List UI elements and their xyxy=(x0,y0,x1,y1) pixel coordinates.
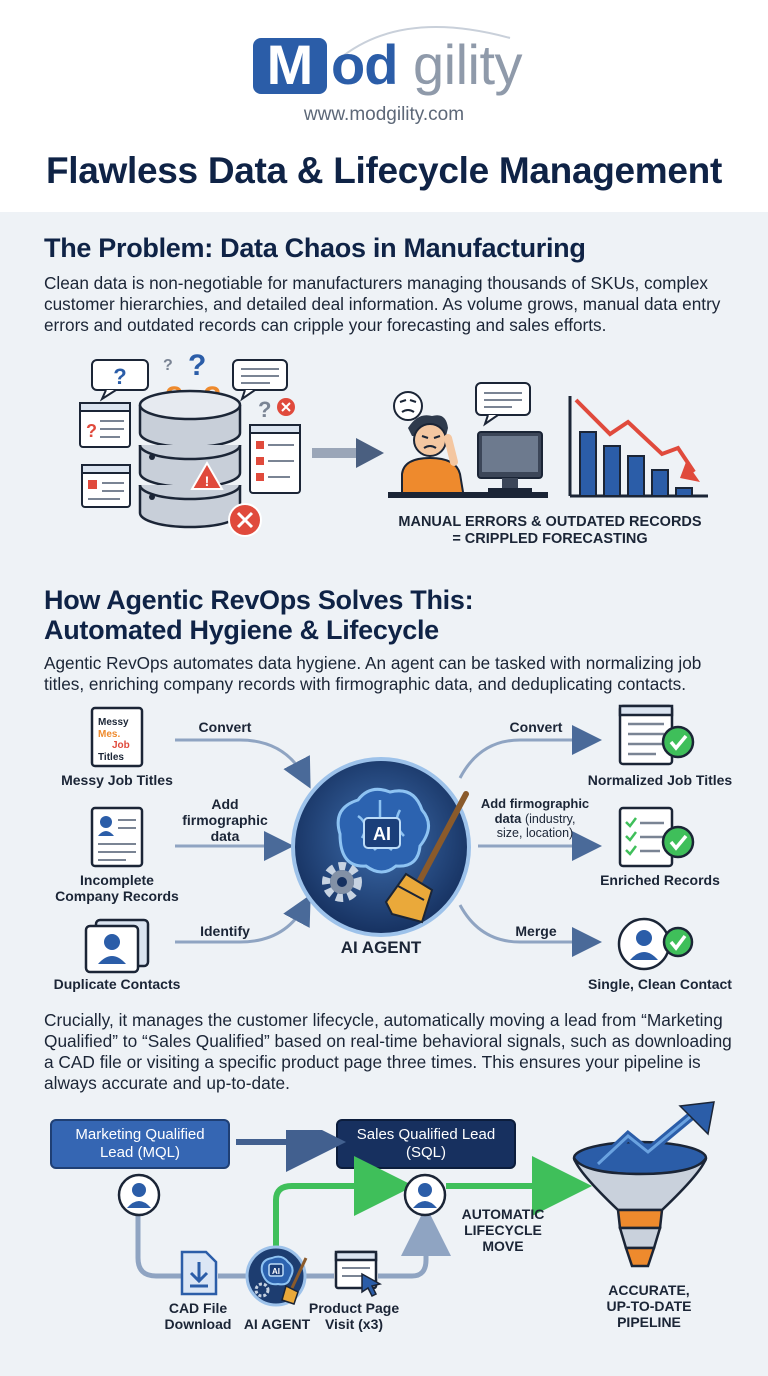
check-icon xyxy=(663,727,693,757)
auto-move-line2: LIFECYCLE xyxy=(464,1222,542,1238)
svg-text:!: ! xyxy=(204,473,210,489)
chat-bubble-icon xyxy=(233,360,287,399)
funnel-icon xyxy=(568,1100,724,1276)
monitor-icon xyxy=(478,432,542,494)
output-label-normalized: Normalized Job Titles xyxy=(587,772,733,788)
output-label-enriched: Enriched Records xyxy=(600,872,720,888)
svg-text:?: ? xyxy=(113,364,127,389)
database-icon xyxy=(140,391,240,527)
action-add-out-line3: size, location) xyxy=(496,826,574,840)
doc-text-line4: Titles xyxy=(98,752,124,763)
action-add-out-line2: data (industry, xyxy=(494,811,576,826)
action-merge-out: Merge xyxy=(515,923,557,939)
question-icon xyxy=(92,360,148,399)
output-label-clean-contact: Single, Clean Contact xyxy=(588,976,732,992)
error-icon xyxy=(229,504,261,536)
logo-m-letter: M xyxy=(266,33,314,96)
action-convert-in: Convert xyxy=(198,719,252,735)
solution-paragraph: Agentic RevOps automates data hygiene. An agent can be tasked with normalizing job titles, enriching company records with firmographic data, and deduplicating contacts. xyxy=(44,653,702,694)
product-page-icon xyxy=(334,1250,384,1298)
svg-text:?: ? xyxy=(86,421,97,441)
normalized-doc-icon xyxy=(616,704,696,766)
flow-arrow-icon xyxy=(312,436,386,470)
cad-label-line2: Download xyxy=(164,1316,232,1332)
small-agent-label: AI AGENT xyxy=(243,1316,311,1332)
action-add-out-line1: Add firmographic xyxy=(480,796,590,811)
input-label-duplicates: Duplicate Contacts xyxy=(53,976,181,992)
ai-brain-icon xyxy=(338,789,428,872)
auto-move-line3: MOVE xyxy=(482,1238,524,1254)
input-label-company-line1: Incomplete xyxy=(80,872,154,888)
duplicate-contacts-icon xyxy=(82,918,152,974)
doc-text-line2: Mes. xyxy=(98,729,121,740)
user-icon xyxy=(636,930,652,946)
ai-agent-hub xyxy=(288,754,474,940)
visit-label-line1: Product Page xyxy=(308,1300,400,1316)
website-url[interactable]: www.modgility.com xyxy=(303,104,465,125)
action-add-in-line1: Add xyxy=(211,796,239,812)
mql-line2: Lead (MQL) xyxy=(99,1144,181,1161)
check-icon xyxy=(663,827,693,857)
cad-label-line1: CAD File xyxy=(168,1300,228,1316)
visit-label-line2: Visit (x3) xyxy=(324,1316,384,1332)
data-chaos-illustration xyxy=(70,345,310,545)
action-convert-out: Convert xyxy=(509,719,563,735)
ai-agent-small-icon xyxy=(242,1244,314,1308)
problem-caption-line1: MANUAL ERRORS & OUTDATED RECORDS xyxy=(398,514,702,530)
action-add-in-line3: data xyxy=(210,828,240,844)
logo-od-text: od xyxy=(331,33,398,96)
mql-user-icon xyxy=(116,1172,162,1218)
pipeline-line3: PIPELINE xyxy=(617,1314,681,1330)
document-icon xyxy=(90,806,144,868)
doc-text-line1: Messy xyxy=(98,717,129,728)
check-icon xyxy=(664,928,692,956)
solution-heading-line2: Automated Hygiene & Lifecycle xyxy=(44,615,439,645)
solution-heading-line1: How Agentic RevOps Solves This: xyxy=(44,585,474,615)
document-icon xyxy=(90,706,144,768)
svg-text:?: ? xyxy=(258,397,272,422)
logo-gility-text: gility xyxy=(413,33,523,96)
page-title: Flawless Data & Lifecycle Management xyxy=(45,150,722,191)
action-add-in-line2: firmographic xyxy=(182,812,268,828)
doc-text-line3: Job xyxy=(112,740,130,751)
problem-caption-line2: = CRIPPLED FORECASTING xyxy=(452,531,648,547)
ai-agent-label: AI AGENT xyxy=(340,938,422,957)
sql-line2: (SQL) xyxy=(405,1144,446,1161)
enriched-doc-icon xyxy=(616,806,696,868)
document-icon xyxy=(250,425,300,493)
problem-paragraph: Clean data is non-negotiable for manufacturers managing thousands of SKUs, complex customer hierarchies, and detailed deal information. As volume grows, manual data entry errors and outdated records can cripple your forecasting and sales efforts. xyxy=(44,273,721,335)
sql-line1: Sales Qualified Lead xyxy=(356,1126,496,1143)
input-label-messy-titles: Messy Job Titles xyxy=(61,772,173,788)
auto-move-line1: AUTOMATIC xyxy=(461,1206,545,1222)
gear-icon xyxy=(326,866,358,898)
input-label-company-line2: Company Records xyxy=(55,888,179,904)
lifecycle-paragraph: Crucially, it manages the customer lifecycle, automatically moving a lead from “Marketing Qualified” to “Sales Qualified” based on real-time behavioral signals, such as downloading a CAD file or visiting a specific product page three times. This ensures your pipeline is always accurate and up-to-date. xyxy=(44,1010,732,1093)
frustrated-worker-icon xyxy=(388,378,548,498)
clean-contact-icon xyxy=(616,914,698,976)
action-identify-in: Identify xyxy=(200,923,250,939)
pipeline-line2: UP-TO-DATE xyxy=(606,1298,692,1314)
user-icon xyxy=(104,934,120,950)
download-icon xyxy=(178,1250,220,1296)
sql-user-icon xyxy=(402,1172,448,1218)
mql-line1: Marketing Qualified xyxy=(75,1126,205,1143)
svg-text:AI: AI xyxy=(272,1267,280,1276)
document-icon xyxy=(80,403,130,447)
pipeline-line1: ACCURATE, xyxy=(608,1282,690,1298)
question-icon: ? xyxy=(188,349,207,382)
ai-badge: AI xyxy=(373,824,391,844)
problem-heading: The Problem: Data Chaos in Manufacturing xyxy=(44,233,586,263)
declining-chart-icon xyxy=(566,392,712,500)
svg-text:?: ? xyxy=(163,357,173,374)
document-icon xyxy=(82,465,130,507)
